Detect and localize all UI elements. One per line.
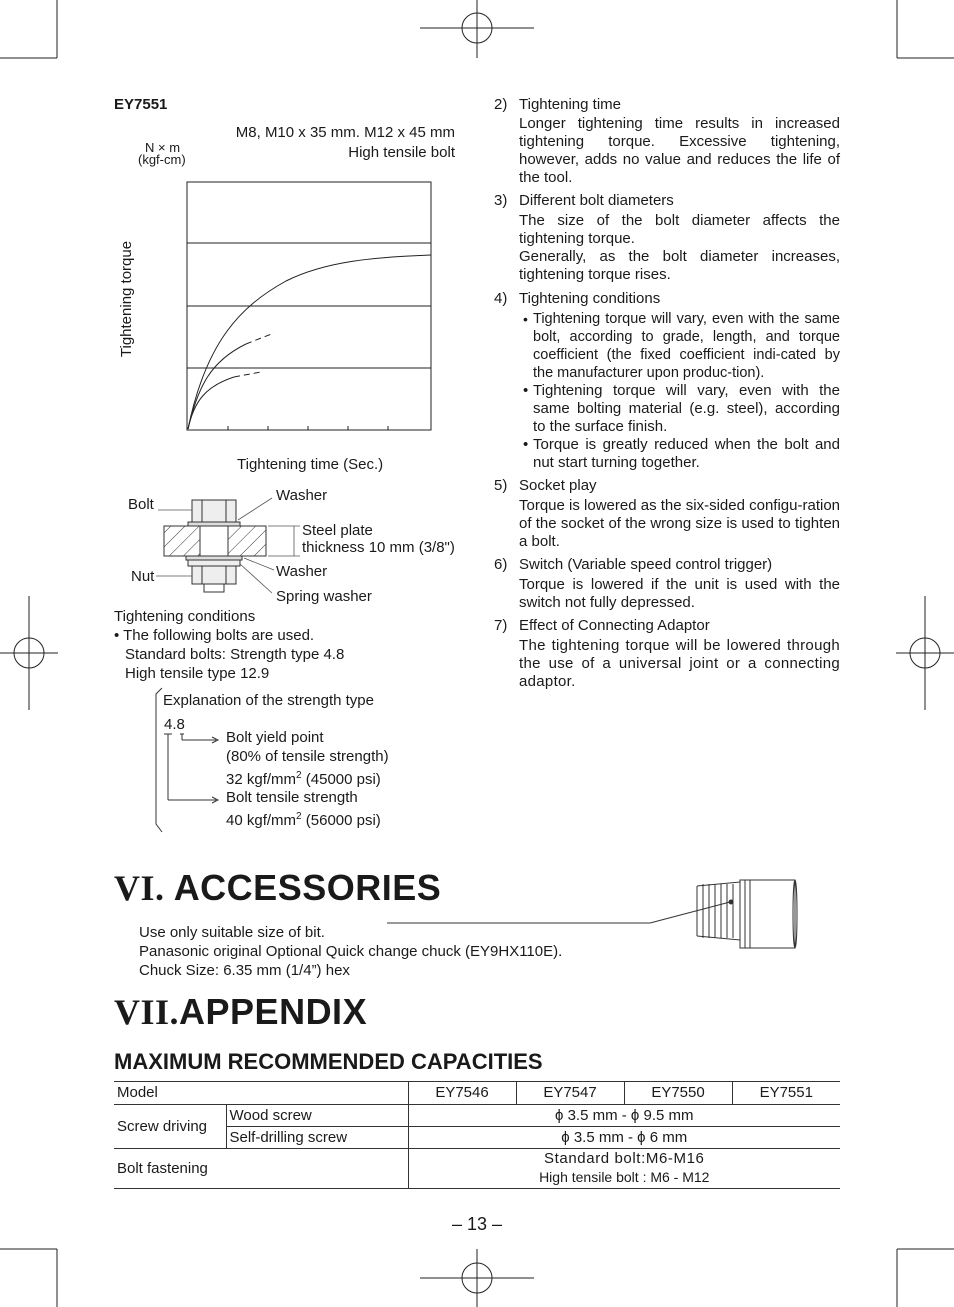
x-axis-label: Tightening time (Sec.) — [237, 456, 384, 473]
model-ey7546: EY7546 — [408, 1082, 516, 1104]
conditions-title: Tightening conditions — [114, 608, 256, 625]
accessories-title: ACCESSORIES — [173, 867, 442, 908]
spring-washer-label: Spring washer — [276, 588, 372, 605]
quick-change-chuck-illustration — [385, 872, 800, 952]
self-drilling-value: ϕ 3.5 mm - ϕ 6 mm — [408, 1126, 840, 1148]
steel-plate-label-2: thickness 10 mm (3/8") — [302, 539, 455, 556]
tensile-line-1: Bolt tensile strength — [226, 789, 358, 806]
item-7-body: The tightening torque will be lowered through the use of a universal joint or a connecting adaptor. — [519, 637, 840, 690]
wood-screw-label: Wood screw — [226, 1104, 408, 1126]
tensile-strength — [226, 788, 381, 830]
item-6: 6) Switch (Variable speed control trigger) — [494, 556, 773, 573]
yield-line-2: (80% of tensile strength) — [226, 748, 389, 765]
screw-driving-label: Screw driving — [114, 1104, 226, 1148]
yield-point — [226, 728, 389, 789]
model-header: Model — [114, 1082, 408, 1104]
bolt-standard-value: Standard bolt:M6-M16 — [544, 1150, 705, 1167]
conditions-high: High tensile type 12.9 — [125, 665, 270, 682]
bolt-diagram — [150, 490, 310, 600]
bolt-label: Bolt — [128, 496, 154, 513]
washer-top-label: Washer — [276, 487, 328, 504]
strength-title: Explanation of the strength type — [163, 692, 374, 709]
item-7: 7) Effect of Connecting Adaptor — [494, 617, 710, 634]
table-row — [114, 1104, 840, 1126]
tightening-conditions — [114, 607, 344, 683]
item-2: 2) Tightening time — [494, 96, 621, 113]
item-4: 4) Tightening conditions — [494, 290, 661, 307]
y-axis-label: Tightening torque — [118, 240, 135, 358]
item-4-bullet-2: • Tightening torque will vary, even with the same bolting material (e.g. steel), according to the surface finish. — [523, 382, 840, 435]
item-2-body: Longer tightening time results in increased tightening torque. Excessive tightening, however, adds no value and reduces the life of the tool. — [519, 115, 840, 186]
capacities-table-wrap — [114, 1081, 840, 1189]
item-5: 5) Socket play — [494, 477, 597, 494]
item-3: 3) Different bolt diameters — [494, 192, 674, 209]
item-3-body: The size of the bolt diameter affects the tightening torque. — [519, 212, 840, 247]
bolt-spec-line1: M8, M10 x 35 mm. M12 x 45 mm — [235, 124, 455, 141]
wood-screw-value: ϕ 3.5 mm - ϕ 9.5 mm — [408, 1104, 840, 1126]
accessories-line-2: Panasonic original Optional Quick change chuck (EY9HX110E). — [139, 943, 563, 960]
washer-bottom-label: Washer — [276, 563, 328, 580]
appendix-numeral: VII. — [114, 992, 180, 1032]
item-3-body2: Generally, as the bolt diameter increases, tightening torque rises. — [519, 248, 840, 283]
model-ey7551: EY7551 — [732, 1082, 840, 1104]
item-5-body: Torque is lowered as the six-sided configu-ration of the socket of the wrong size is used to tighten a bolt. — [519, 497, 840, 550]
conditions-standard: Standard bolts: Strength type 4.8 — [125, 646, 345, 663]
appendix-title: APPENDIX — [179, 991, 368, 1032]
item-4-bullet-3: • Torque is greatly reduced when the bolt and nut start turning together. — [523, 436, 840, 471]
yield-line-3: 32 kgf/$mm^2$ (45000 psi) — [226, 770, 381, 788]
bolt-spec-line2: High tensile bolt — [348, 144, 455, 161]
page-number: – 13 – — [451, 1214, 503, 1234]
bolt-high-tensile-value: High tensile bolt : M6 - M12 — [539, 1169, 710, 1185]
tensile-line-2: 40 kgf/$mm^2$ (56000 psi) — [226, 811, 381, 829]
strength-value: 4.8 — [164, 716, 185, 733]
accessories-numeral: VI. — [114, 868, 165, 908]
capacities-subtitle: MAXIMUM RECOMMENDED CAPACITIES — [114, 1049, 543, 1074]
unit-label-1: N × m — [145, 140, 181, 155]
conditions-bullet: • The following bolts are used. — [114, 627, 315, 644]
accessories-line-3: Chuck Size: 6.35 mm (1/4”) hex — [139, 962, 350, 979]
table-row — [114, 1082, 840, 1104]
appendix-heading — [114, 990, 367, 1034]
right-column — [494, 96, 840, 691]
torque-graph — [186, 181, 433, 433]
bolt-fastening-value — [408, 1148, 840, 1188]
item-4-bullet-1: • Tightening torque will vary, even with the same bolt, according to grade, length, and torque coefficient (the fixed coefficient indi-cated by the manufacturer upon produc-tion). — [523, 311, 840, 381]
item-6-body: Torque is lowered if the unit is used with the switch not fully depressed. — [519, 576, 840, 611]
bolt-fastening-label: Bolt fastening — [114, 1148, 408, 1188]
yield-line-1: Bolt yield point — [226, 729, 324, 746]
steel-plate-label-1: Steel plate — [302, 522, 373, 539]
capacities-table — [114, 1082, 840, 1189]
model-ey7550: EY7550 — [624, 1082, 732, 1104]
table-row — [114, 1148, 840, 1188]
unit-label-2: (kgf-cm) — [138, 152, 186, 167]
nut-label: Nut — [131, 568, 155, 585]
self-drilling-label: Self-drilling screw — [226, 1126, 408, 1148]
model-label: EY7551 — [114, 96, 168, 113]
model-ey7547: EY7547 — [516, 1082, 624, 1104]
accessories-line-1: Use only suitable size of bit. — [139, 924, 325, 941]
